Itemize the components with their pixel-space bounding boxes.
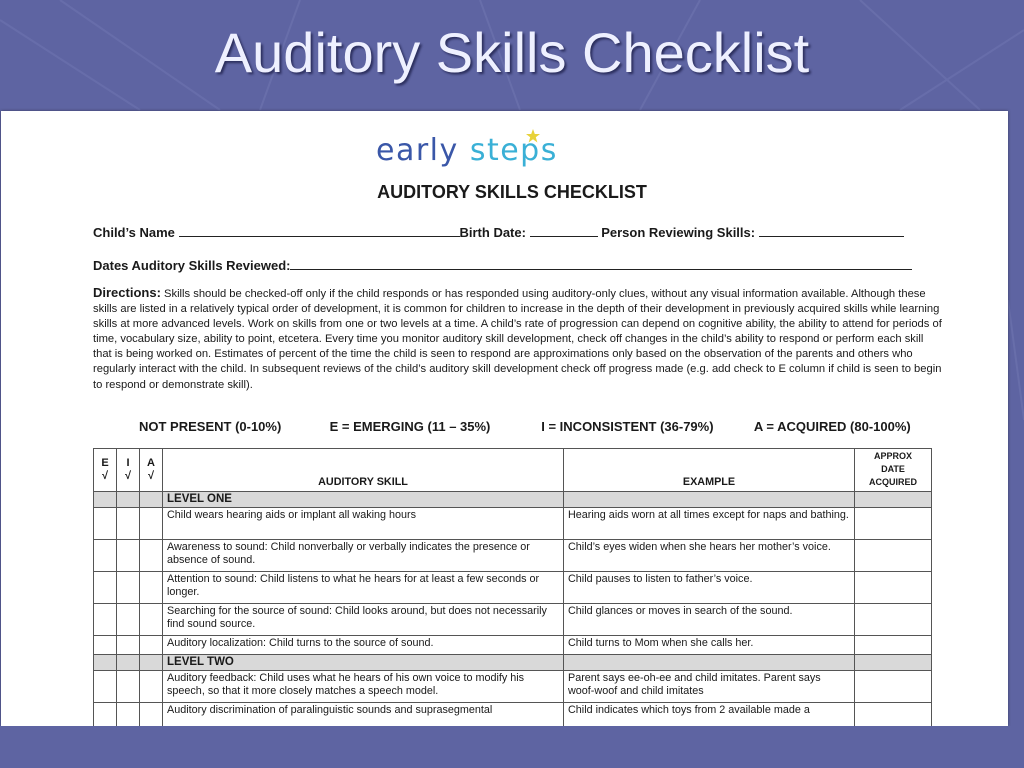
skill-cell: Auditory feedback: Child uses what he hears of his own voice to modify his speech, so that it more closely matches a speech model. [163,671,564,703]
check-a-cell[interactable] [140,671,163,703]
date-cell[interactable] [855,507,932,539]
skill-cell: Attention to sound: Child listens to what he hears for at least a few seconds or longer. [163,571,564,603]
level-cell [117,654,140,670]
skill-cell: Auditory discrimination of paralinguistic sounds and suprasegmental [163,703,564,735]
date-cell[interactable] [855,671,932,703]
directions-paragraph [93,285,943,393]
legend-emerging: E = EMERGING (11 – 35%) [329,419,491,434]
header-date: DATE [881,464,905,475]
example-cell: Child indicates which toys from 2 available made a [564,703,855,735]
check-e-cell[interactable] [94,635,117,654]
person-reviewing-blank [759,224,904,237]
dates-reviewed-label: Dates Auditory Skills Reviewed: [93,258,291,273]
early-steps-logo [376,129,646,175]
legend-inconsistent: I = INCONSISTENT (36-79%) [541,419,714,434]
level-two-row [94,654,932,670]
level-one-label: LEVEL ONE [163,491,564,507]
check-a-cell[interactable] [140,571,163,603]
level-cell [564,654,855,670]
check-i-cell[interactable] [117,603,140,635]
header-e [94,449,117,492]
logo-word-steps: steps [469,133,558,168]
logo-wordmark [376,133,558,168]
check-a-cell[interactable] [140,603,163,635]
header-acquired: ACQUIRED [868,477,917,488]
rating-legend [139,419,911,434]
level-cell [117,491,140,507]
directions-label: Directions: [93,285,161,300]
level-two-label: LEVEL TWO [163,654,564,670]
legend-not-present: NOT PRESENT (0-10%) [139,419,282,434]
childs-name-blank [179,224,460,237]
check-i-cell[interactable] [117,671,140,703]
table-row [94,507,932,539]
header-a [140,449,163,492]
table-row [94,539,932,571]
header-auditory-skill: AUDITORY SKILL [163,449,564,492]
birth-date-blank [530,224,598,237]
date-cell[interactable] [855,571,932,603]
skill-cell: Searching for the source of sound: Child looks around, but does not necessarily find sound source. [163,603,564,635]
header-a-letter: A [147,456,155,469]
level-cell [855,491,932,507]
check-mark-icon: √ [124,469,132,482]
header-example: EXAMPLE [564,449,855,492]
table-row [94,671,932,703]
slide-bottom-band [0,726,1024,768]
skill-cell: Auditory localization: Child turns to the source of sound. [163,635,564,654]
header-i-letter: I [126,456,130,469]
person-reviewing-label: Person Reviewing Skills: [601,225,756,240]
example-cell: Child’s eyes widen when she hears her mother’s voice. [564,539,855,571]
header-i [117,449,140,492]
auditory-skills-table [93,448,932,735]
directions-text: Skills should be checked-off only if the child responds or has responded using auditory-only clues, without any visual information available. Although these skills are listed in a relatively typical order of development, it is common for children to increase in the depth of their development in previously acquired skills while learning skills at more advanced levels. Work on skills from one or two levels at a time. A child’s rate of progression can depend on cognitive ability, the ability to attend for periods of time, vocabulary size, ability to point, etcetera. Every time you monitor auditory skill development, check off changes in the child’s ability to respond or perform each skill that is being worked on. Estimates of percent of the time the child is seen to respond are approximations only based on the observation of the parents and others who regularly interact with the child. In subsequent reviews of the child’s auditory skill development check off progress made (e.g. add check to E column if child is seen to begin to respond or demonstrate skill). [93,288,942,391]
example-cell: Child glances or moves in search of the sound. [564,603,855,635]
check-e-cell[interactable] [94,671,117,703]
table-header-row [94,449,932,492]
level-cell [855,654,932,670]
logo-word-early: early [376,133,459,168]
header-approx: APPROX [873,451,912,461]
skill-cell: Child wears hearing aids or implant all waking hours [163,507,564,539]
header-approx-date-acquired [855,449,932,492]
check-i-cell[interactable] [117,507,140,539]
check-e-cell[interactable] [94,571,117,603]
check-e-cell[interactable] [94,539,117,571]
check-i-cell[interactable] [117,539,140,571]
example-cell: Child turns to Mom when she calls her. [564,635,855,654]
legend-acquired: A = ACQUIRED (80-100%) [753,419,911,434]
level-cell [564,491,855,507]
birth-date-label: Birth Date: [459,225,526,240]
level-cell [94,491,117,507]
level-one-row [94,491,932,507]
check-i-cell[interactable] [117,571,140,603]
dates-reviewed-blank [290,257,912,270]
example-cell: Child pauses to listen to father’s voice. [564,571,855,603]
slide-title: Auditory Skills Checklist [214,21,810,84]
childs-name-label: Child’s Name [93,225,175,240]
check-mark-icon: √ [101,469,109,482]
level-cell [94,654,117,670]
check-i-cell[interactable] [117,635,140,654]
table-row [94,635,932,654]
header-e-letter: E [101,456,109,469]
dates-reviewed-line [93,257,912,273]
table-row [94,571,932,603]
example-cell: Hearing aids worn at all times except for naps and bathing. [564,507,855,539]
check-a-cell[interactable] [140,539,163,571]
check-e-cell[interactable] [94,507,117,539]
level-cell [140,654,163,670]
check-mark-icon: √ [147,469,155,482]
date-cell[interactable] [855,539,932,571]
skill-cell: Awareness to sound: Child nonverbally or verbally indicates the presence or absence of sound. [163,539,564,571]
example-cell: Parent says ee-oh-ee and child imitates. Parent says woof-woof and child imitates [564,671,855,703]
document-heading: AUDITORY SKILLS CHECKLIST [377,182,647,202]
check-a-cell[interactable] [140,507,163,539]
child-info-line [93,224,904,240]
date-cell[interactable] [855,635,932,654]
check-a-cell[interactable] [140,635,163,654]
check-e-cell[interactable] [94,603,117,635]
table-row [94,603,932,635]
level-cell [140,491,163,507]
date-cell[interactable] [855,603,932,635]
